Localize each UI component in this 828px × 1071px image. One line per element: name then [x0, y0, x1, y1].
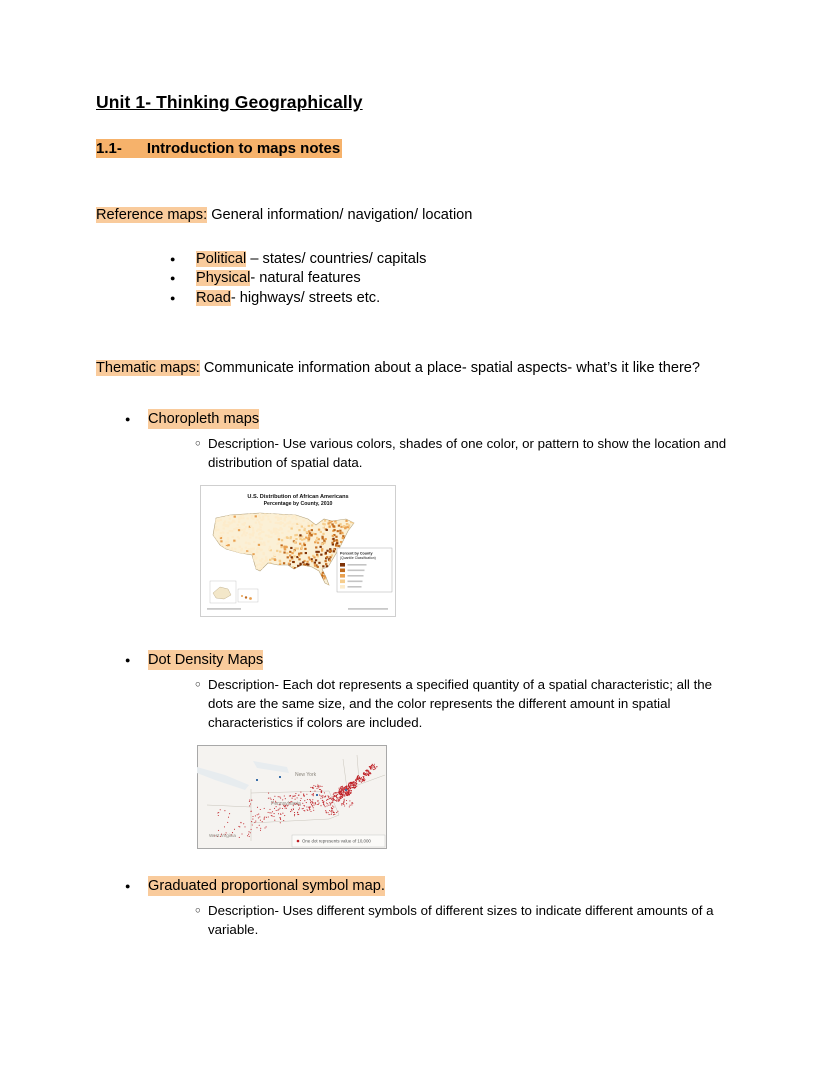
section-heading [96, 140, 730, 157]
reference-maps-paragraph [96, 204, 730, 227]
description-text: Description- Each dot represents a specified quantity of a spatial characteristic; all the dots are the same size, and the color represents the different amount in spatial characteristics if colors are included. [208, 677, 713, 730]
topic-title: Dot Density Maps [148, 652, 264, 668]
circle-bullet-icon: ○ [195, 438, 201, 449]
description-text: Description- Uses different symbols of different sizes to indicate different amounts of a variable. [208, 903, 714, 937]
choropleth-map-svg [200, 485, 396, 617]
description-item [195, 434, 730, 472]
dot-density-map-image [197, 745, 730, 849]
list-item-text [196, 269, 361, 289]
caption-text: One dot represents value of 10,000 [302, 838, 371, 844]
thematic-maps-text: Communicate information about a place- spatial aspects- what’s it like there? [199, 360, 701, 377]
thematic-maps-label: Thematic maps: [96, 360, 200, 377]
reference-maps-label: Reference maps: [96, 207, 208, 223]
label-new-york: New York [295, 772, 317, 778]
highlighted-term: Physical [196, 270, 251, 287]
list-item-text [196, 250, 426, 270]
term-description: - highways/ streets etc. [230, 289, 381, 306]
bullet-icon: ● [170, 253, 176, 264]
bullet-icon: ● [125, 414, 131, 424]
highlighted-term: Political [196, 250, 247, 267]
description-text: Description- Use various colors, shades of one color, or pattern to show the location and distribution of spatial data. [208, 436, 727, 470]
thematic-maps-paragraph [96, 357, 724, 380]
circle-bullet-icon: ○ [195, 905, 201, 916]
bullet-icon: ● [125, 881, 131, 891]
choropleth-title-line1: U.S. Distribution of African Americans [247, 494, 349, 500]
term-description: – states/ countries/ capitals [246, 250, 427, 267]
topic-choropleth-maps [96, 409, 730, 429]
list-item-text [196, 289, 380, 309]
legend-title-line1: Percent by County [340, 551, 373, 556]
circle-bullet-icon: ○ [195, 679, 201, 690]
reference-maps-list [96, 250, 730, 309]
topic-dot-density-maps [96, 650, 730, 670]
highlighted-term: Road [196, 289, 231, 306]
choropleth-map-image [200, 485, 730, 617]
reference-maps-text: General information/ navigation/ location [207, 207, 473, 223]
label-pennsylvania: Pennsylvania [271, 801, 301, 807]
choropleth-title-line2: Percentage by County, 2010 [263, 501, 333, 507]
term-description: - natural features [250, 270, 361, 287]
label-west-virginia: West Virginia [209, 833, 236, 838]
list-item-physical [170, 269, 730, 289]
description-item [195, 675, 730, 732]
topic-graduated-symbol-map [96, 876, 730, 896]
dot-density-map-svg [197, 745, 387, 849]
bullet-icon: ● [170, 273, 176, 284]
description-item [195, 901, 730, 939]
map-caption [292, 835, 385, 847]
legend-title-line2: (Quantile Classification) [340, 556, 376, 560]
section-heading-text: 1.1- Introduction to maps notes [96, 140, 341, 157]
bullet-icon: ● [125, 655, 131, 665]
topic-title: Choropleth maps [148, 411, 260, 427]
bullet-icon: ● [170, 292, 176, 303]
list-item-political [170, 250, 730, 270]
list-item-road [170, 289, 730, 309]
topic-title: Graduated proportional symbol map. [148, 878, 385, 894]
page-title: Unit 1- Thinking Geographically [96, 92, 363, 112]
map-legend [337, 548, 392, 592]
